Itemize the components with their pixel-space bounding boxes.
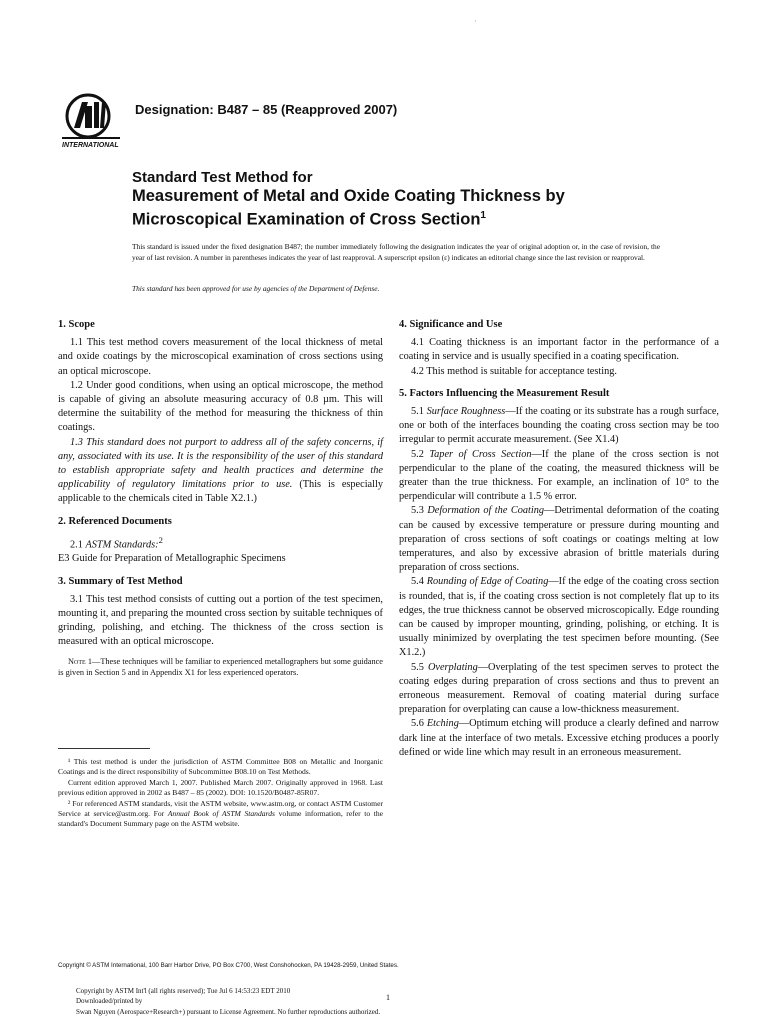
paragraph-title: Taper of Cross Section bbox=[429, 448, 532, 460]
paragraph-5-3 bbox=[399, 504, 719, 575]
paragraph-text: —If the coating or its substrate has a rough surface, one or both of the interfaces bounding the coating cross section may be too irregular to permit accurate measurement. (See X1.4) bbox=[399, 406, 719, 446]
paragraph-title: Surface Roughness bbox=[426, 406, 506, 418]
footnote-2-text: ² For referenced ASTM standards, visit the ASTM website, www.astm.org, or contact ASTM Customer Service at service@astm.org. For bbox=[58, 798, 383, 819]
paragraph-3-1: 3.1 This test method consists of cutting out a portion of the test specimen, mounting it, and preparing the mounted cross section by suitable techniques of grinding, polishing, and etching. The thickness of the cross section is measured with an optical microscope. bbox=[58, 593, 383, 648]
paragraph-title: Overplating bbox=[427, 661, 478, 673]
footnote-mark: 2 bbox=[158, 534, 163, 545]
footnote-2-tail: volume information, refer to the standard's Document Summary page on the ASTM website. bbox=[58, 809, 384, 829]
paragraph-number: 5.6 bbox=[411, 718, 427, 730]
scan-artifact: · bbox=[474, 17, 477, 26]
section-heading: 5. Factors Influencing the Measurement Result bbox=[399, 387, 610, 399]
footnote-2 bbox=[58, 799, 383, 830]
paragraph-text: —If the edge of the coating cross section is rounded, that is, if the coating cross section is not completely flat up to its edges, the true thickness cannot be observed microscopically. Edge rounding can be caused by improper mounting, grinding, polishing, or etching. It is usually minimized by overplating the test specimen before mounting. (See X1.2.) bbox=[399, 576, 719, 659]
download-line-3: Swan Nguyen (Aerospace+Research+) pursuant to License Agreement. No further reproductions authorized. bbox=[76, 1007, 381, 1016]
section-referenced-documents bbox=[58, 515, 383, 567]
paragraph-text: —If the plane of the cross section is not perpendicular to the plane of the coating, the measured thickness will be greater than the true thickness. For example, an inclination of 10° to the perpendicular will contribute a 1.5 % error. bbox=[399, 448, 720, 503]
download-line-1: Copyright by ASTM Int'l (all rights reserved); Tue Jul 6 14:53:23 EDT 2010 bbox=[76, 987, 291, 995]
paragraph-4-1: 4.1 Coating thickness is an important factor in the performance of a coating in service and is usually specified in a coating specification. bbox=[399, 337, 719, 363]
footnote-rule bbox=[58, 748, 150, 749]
copyright-line: Copyright © ASTM International, 100 Barr Harbor Drive, PO Box C700, West Conshohocken, PA 19428-2959, United States. bbox=[58, 962, 399, 969]
section-summary bbox=[58, 575, 383, 679]
safety-statement: 1.3 This standard does not purport to address all of the safety concerns, if any, associated with its use. It is the responsibility of the user of this standard to establish appropriate safety and health practices and determine the applicability of regulatory limitations prior to use. bbox=[58, 436, 383, 491]
footnote-2-book: Annual Book of ASTM Standards bbox=[167, 809, 275, 819]
right-column bbox=[399, 318, 719, 768]
paragraph-2-1 bbox=[58, 533, 383, 553]
paragraph-title: Etching bbox=[426, 718, 459, 730]
note-label: Note 1 bbox=[68, 656, 93, 666]
astm-logo-icon bbox=[58, 90, 126, 152]
footnote-1-edition: Current edition approved March 1, 2007. Published March 2007. Originally approved in 1968. Last previous edition approved in 2002 as B487 – 85 (2002). DOI: 10.1520/B0487-85R07. bbox=[58, 777, 383, 798]
paragraph-5-5 bbox=[399, 661, 719, 718]
section-factors bbox=[399, 387, 719, 760]
defense-note: This standard has been approved for use by agencies of the Department of Defense. bbox=[132, 284, 380, 293]
section-scope bbox=[58, 318, 383, 507]
astm-logo bbox=[58, 90, 126, 152]
note-text: —These techniques will be familiar to experienced metallographers but some guidance is given in Section 5 and in Appendix X1 for less experienced operators. bbox=[58, 656, 383, 678]
paragraph-number: 2.1 bbox=[70, 539, 86, 551]
footnotes bbox=[58, 748, 383, 830]
paragraph-1-2: 1.2 Under good conditions, when using an optical microscope, the method is capable of giving an absolute measuring accuracy of 0.8 µm. This will determine the suitability of the method for measuring the thickness of thin coatings. bbox=[58, 379, 383, 434]
paragraph-number: 5.3 bbox=[411, 505, 428, 517]
title-footnote-mark: 1 bbox=[480, 210, 486, 221]
paragraph-title: Deformation of the Coating bbox=[427, 505, 545, 517]
astm-standards-label: ASTM Standards: bbox=[85, 539, 159, 551]
title-line1: Standard Test Method for bbox=[132, 169, 313, 186]
section-heading: 1. Scope bbox=[58, 319, 95, 330]
paragraph-text: —Detrimental deformation of the coating can be caused by excessive temperature or pressure during mounting and preparation of cross sections of soft coatings or coatings melting at low temperatures, and also by excessive abrasion of brittle materials during preparation of cross sections. bbox=[399, 505, 720, 574]
section-heading: 2. Referenced Documents bbox=[58, 515, 172, 527]
paragraph-5-4 bbox=[399, 575, 719, 660]
page-number: 1 bbox=[386, 993, 390, 1002]
safety-statement-tail: (This is especially applicable to the chemicals cited in Table X2.1.) bbox=[58, 479, 383, 505]
paragraph-5-2 bbox=[399, 448, 719, 505]
title-line3: Microscopical Examination of Cross Section bbox=[132, 210, 481, 229]
download-line-2: Downloaded/printed by bbox=[76, 997, 143, 1006]
section-heading: 3. Summary of Test Method bbox=[58, 575, 183, 587]
paragraph-number: 5.5 bbox=[411, 661, 428, 673]
footnote-1: ¹ This test method is under the jurisdiction of ASTM Committee B08 on Metallic and Inorganic Coatings and is the direct responsibility of Subcommittee B08.10 on Test Methods. bbox=[58, 757, 383, 777]
designation: Designation: B487 – 85 (Reapproved 2007) bbox=[135, 102, 398, 117]
title-main bbox=[132, 187, 692, 230]
paragraph-1-1: 1.1 This test method covers measurement of the local thickness of metal and oxide coatings by the microscopical examination of cross sections using an optical microscope. bbox=[58, 337, 383, 377]
paragraph-text: —Overplating of the test specimen serves to protect the coating edges during preparation of cross sections and thus to prevent an erroneous measurement. Removal of coating material during surface preparation for overplating can cause a low-thickness measurement. bbox=[399, 661, 719, 716]
paragraph-5-1 bbox=[399, 405, 719, 448]
paragraph-4-2: 4.2 This method is suitable for acceptance testing. bbox=[411, 365, 617, 377]
standard-note: This standard is issued under the fixed designation B487; the number immediately following the designation indicates the year of original adoption or, in the case of revision, the year of last revision. A number in parentheses indicates the year of last reapproval. A superscript epsilon (ε) indicates an editorial change since the last revision or reapproval. bbox=[132, 242, 660, 262]
paragraph-1-3 bbox=[58, 436, 383, 507]
paragraph-number: 5.4 bbox=[411, 576, 427, 588]
logo-text: INTERNATIONAL bbox=[62, 142, 119, 149]
paragraph-5-6 bbox=[399, 717, 719, 760]
paragraph-number: 5.1 bbox=[411, 406, 427, 418]
title-block bbox=[132, 169, 692, 230]
section-significance bbox=[399, 318, 719, 379]
section-heading: 4. Significance and Use bbox=[399, 319, 503, 330]
paragraph-title: Rounding of Edge of Coating bbox=[426, 576, 549, 588]
left-column bbox=[58, 318, 383, 687]
paragraph-text: —Optimum etching will produce a clearly defined and narrow dark line at the interface of two metals. Excessive etching produces a poorly defined or wide line which may result in an erroneous measurement. bbox=[399, 718, 719, 758]
title-line2: Measurement of Metal and Oxide Coating Thickness by bbox=[132, 187, 565, 205]
note-1 bbox=[58, 656, 383, 679]
reference-e3: E3 Guide for Preparation of Metallographic Specimens bbox=[58, 553, 286, 565]
paragraph-number: 5.2 bbox=[411, 448, 430, 460]
